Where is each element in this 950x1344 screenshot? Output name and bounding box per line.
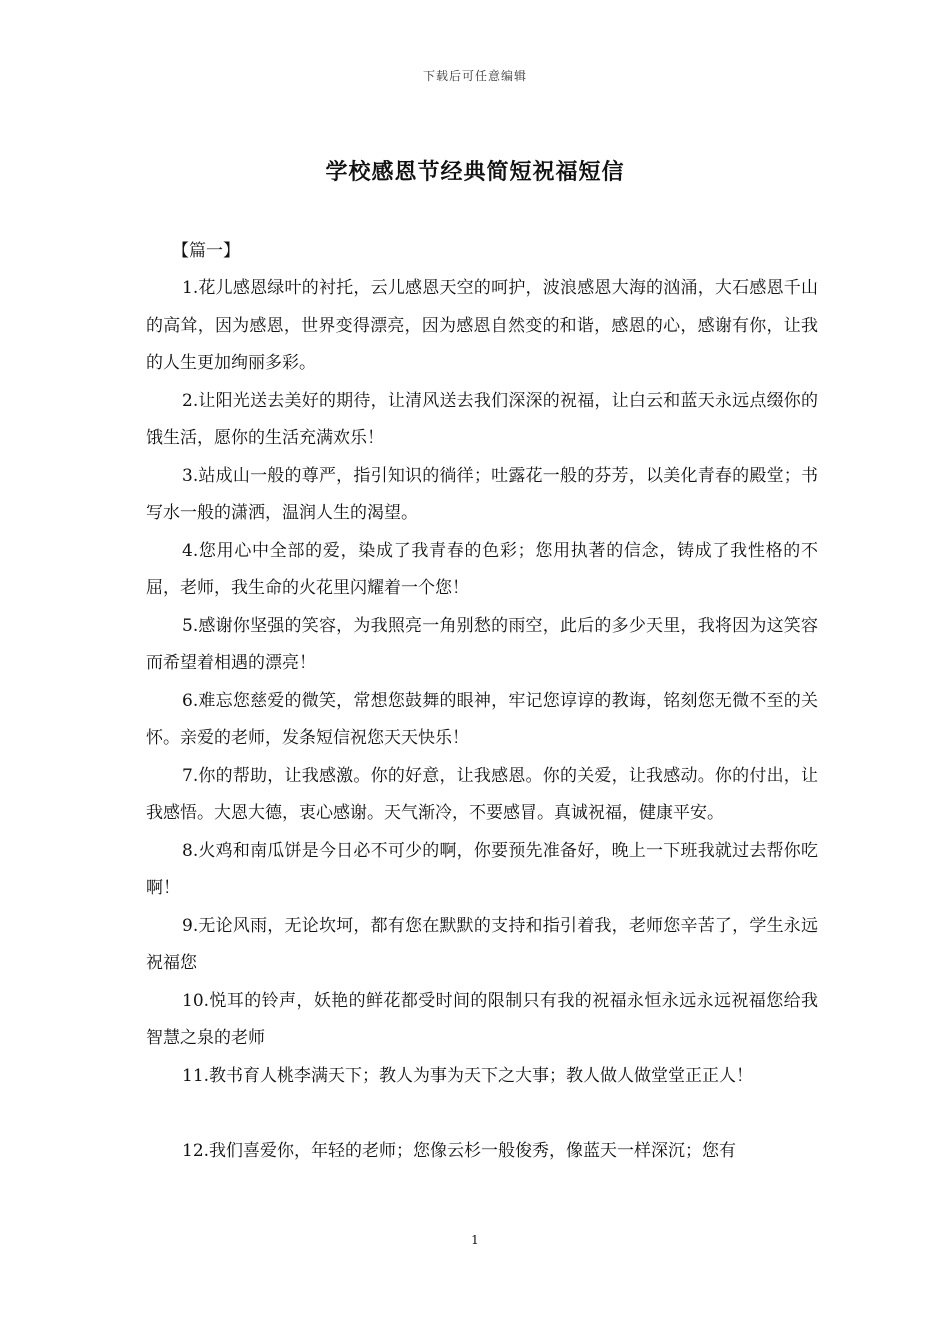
paragraph-10: 10.悦耳的铃声，妖艳的鲜花都受时间的限制只有我的祝福永恒永远永远祝福您给我智慧之泉的老师 [146,990,818,1048]
section-label: 【篇一】 [172,241,240,261]
paragraph-6: 6.难忘您慈爱的微笑，常想您鼓舞的眼神，牢记您谆谆的教诲，铭刻您无微不至的关怀。亲爱的老师，发条短信祝您天天快乐！ [146,690,818,748]
document-title: 学校感恩节经典简短祝福短信 [325,159,625,185]
paragraph-8: 8.火鸡和南瓜饼是今日必不可少的啊，你要预先准备好，晚上一下班我就过去帮你吃啊！ [146,840,818,898]
paragraph-7: 7.你的帮助，让我感激。你的好意，让我感恩。你的关爱，让我感动。你的付出，让我感悟。大恩大德，衷心感谢。天气渐冷，不要感冒。真诚祝福，健康平安。 [146,765,818,823]
paragraph-5: 5.感谢你坚强的笑容，为我照亮一角别愁的雨空，此后的多少天里，我将因为这笑容而希望着相遇的漂亮！ [146,615,818,673]
header-note: 下载后可任意编辑 [422,69,527,83]
paragraph-12: 12.我们喜爱你，年轻的老师；您像云杉一般俊秀，像蓝天一样深沉；您有 [182,1140,737,1161]
page-number: 1 [471,1233,479,1247]
paragraph-9: 9.无论风雨，无论坎坷，都有您在默默的支持和指引着我，老师您辛苦了，学生永远祝福您 [146,915,818,973]
paragraph-11: 11.教书育人桃李满天下；教人为事为天下之大事；教人做人做堂堂正正人！ [182,1065,754,1086]
paragraph-4: 4.您用心中全部的爱，染成了我青春的色彩；您用执著的信念，铸成了我性格的不屈，老师，我生命的火花里闪耀着一个您！ [146,540,818,598]
paragraph-3: 3.站成山一般的尊严，指引知识的徜徉；吐露花一般的芬芳，以美化青春的殿堂；书写水一般的潇洒，温润人生的渴望。 [146,465,818,523]
paragraph-1: 1.花儿感恩绿叶的衬托，云儿感恩天空的呵护，波浪感恩大海的汹涌，大石感恩千山的高耸，因为感恩，世界变得漂亮，因为感恩自然变的和谐，感恩的心，感谢有你，让我的人生更加绚丽多彩。 [146,278,818,373]
document-body [146,270,818,1170]
paragraph-2: 2.让阳光送去美好的期待，让清风送去我们深深的祝福，让白云和蓝天永远点缀你的饿生活，愿你的生活充满欢乐！ [146,390,818,448]
